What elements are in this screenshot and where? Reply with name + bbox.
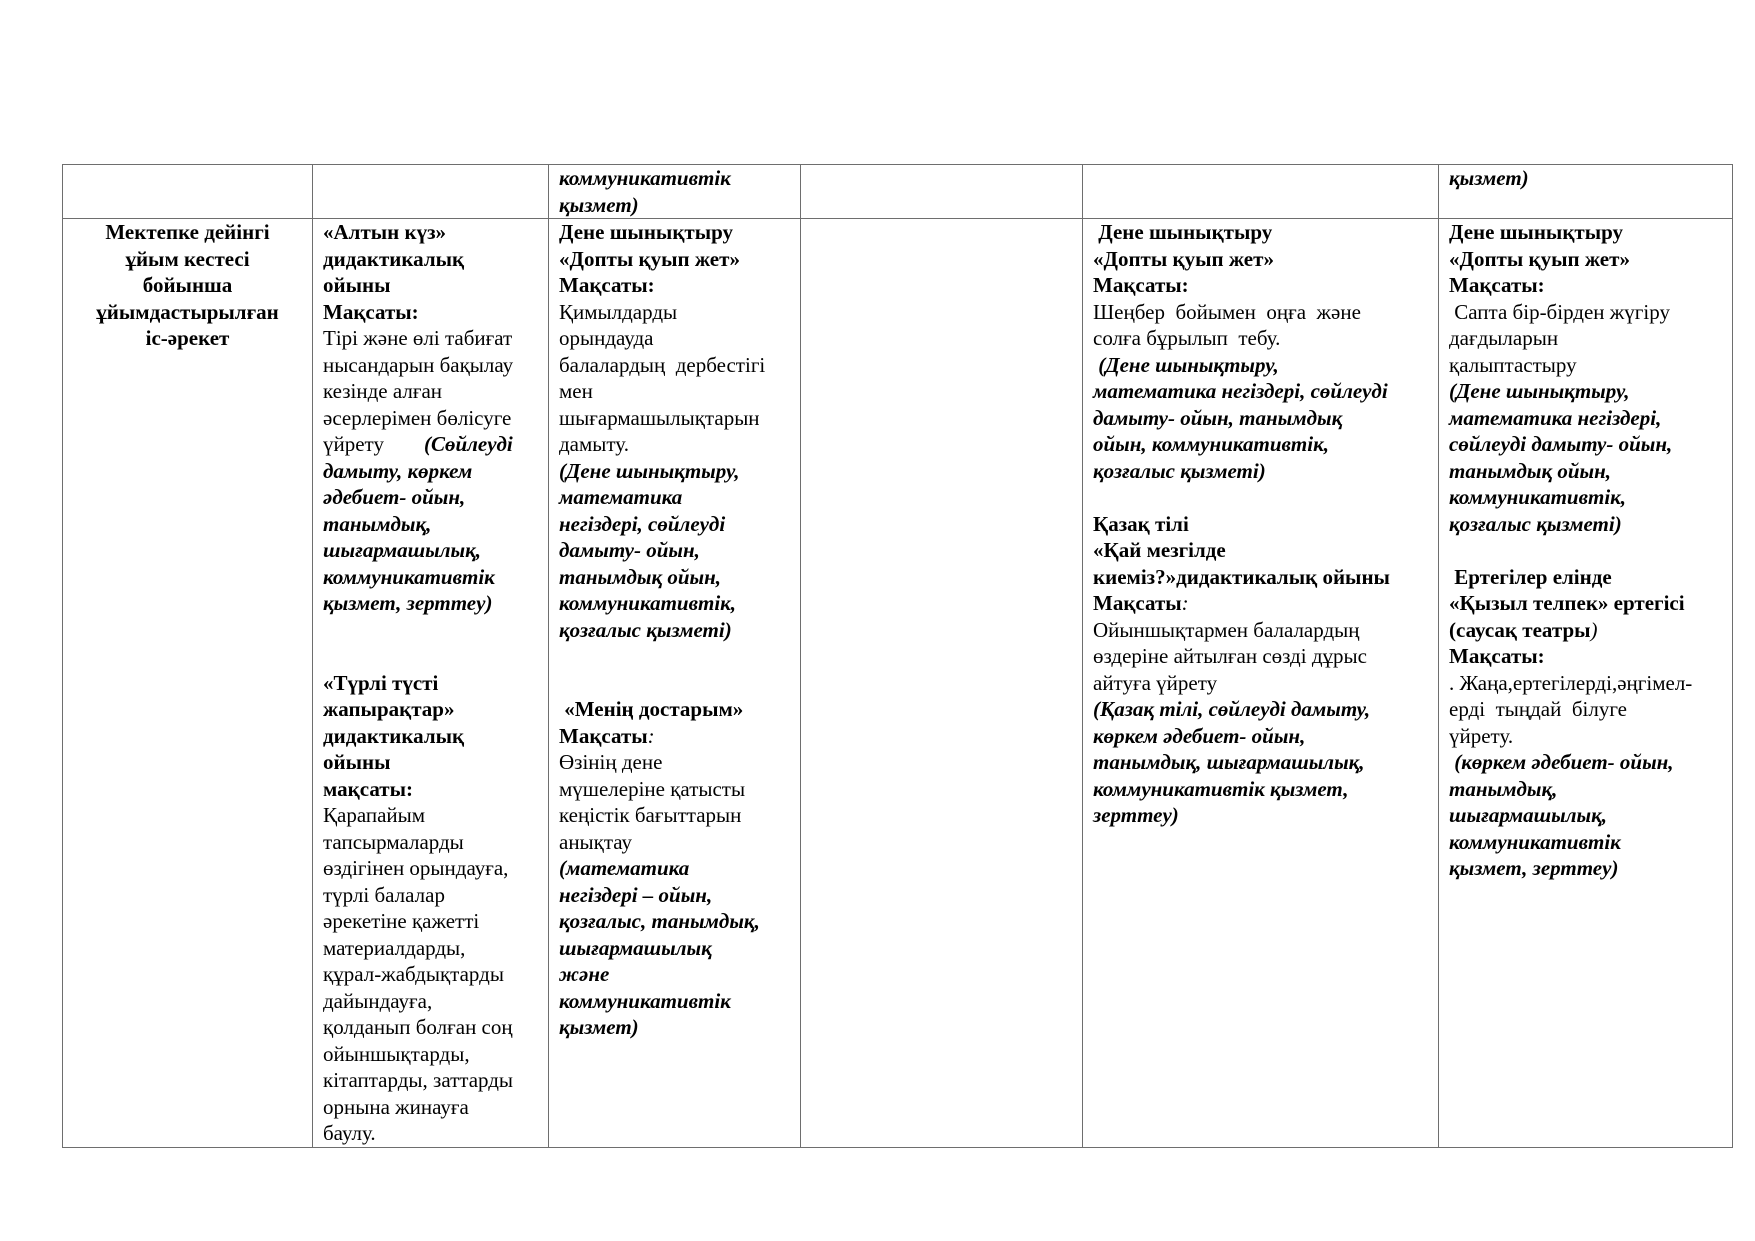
text-line [1093,431,1428,458]
text-line [323,564,538,591]
text-line [559,299,790,326]
text-line [1093,802,1428,829]
text-line [323,829,538,856]
text-line [559,192,790,219]
text-line [1093,325,1428,352]
text-line [1093,484,1428,511]
text-line [1093,378,1428,405]
text-line-content: коммуникативтік [559,166,731,190]
text-line-content: (Дене шынықтыру, [1093,352,1279,377]
text-line-content: «Қай мезгілде [1093,538,1226,562]
text-line-content: шығармашылықтарын [559,405,760,430]
text-line [323,802,538,829]
text-line [1449,431,1722,458]
text-line-content: орындауда [559,326,654,350]
cell [549,165,801,219]
text-line [323,882,538,909]
text-line-content: танымдық ойын, [1449,458,1611,483]
text-line-content: ұйым кестесі [125,246,250,271]
text-line-content: (көркем әдебиет- ойын, [1449,750,1674,774]
text-line-content: дамыту- ойын, танымдық [1093,405,1343,430]
text-line [559,855,790,882]
text-line [323,458,538,485]
text-line [323,590,538,617]
text-line [73,299,302,326]
text-line [1449,723,1722,750]
text-line-content: «Алтын күз» [323,220,447,244]
text-line [323,1120,538,1147]
cell [1083,165,1439,219]
text-line-content: ерді тыңдай білуге [1449,697,1627,721]
text-line [1449,405,1722,432]
cell [1083,219,1439,1148]
text-line-content: анықтау [559,829,633,854]
text-line-content: Мақсаты: [559,273,655,297]
text-line [559,484,790,511]
text-line-content: Өзінің дене [559,750,663,774]
text-line-content: Ойыншықтармен балалардың [1093,617,1360,642]
text-line-content: Қимылдарды [559,299,678,324]
text-line-content: математика [559,485,683,509]
text-line [323,1067,538,1094]
text-line-content: қызмет, зерттеу) [1449,856,1619,880]
text-line [1449,352,1722,379]
text-line-content: Мақсаты: [1449,273,1545,297]
text-line-content: үйрету [323,432,384,456]
text-line-content: танымдық, [323,511,432,536]
text-line [1449,776,1722,803]
text-line-content: қозғалыс, танымдық, [559,909,760,933]
text-line [559,776,790,803]
text-line [1093,405,1428,432]
text-line-content: коммуникативтік, [559,591,737,615]
text-line [559,882,790,909]
text-line-content: коммуникативтік [559,988,731,1013]
text-line-content: кітаптарды, заттарды [323,1068,514,1092]
text-line [73,272,302,299]
text-line [1093,590,1428,617]
text-line [1449,537,1722,564]
text-line [559,165,790,192]
text-line [559,829,790,856]
text-line-content: мақсаты: [323,776,413,801]
text-line [323,643,538,670]
text-line-content: «Допты қуып жет» [1093,246,1274,271]
text-line [559,802,790,829]
text-line [323,511,538,538]
text-line [559,405,790,432]
text-line-content: кеңістік бағыттарын [559,803,742,827]
text-line [1093,537,1428,564]
text-line [559,272,790,299]
text-line-content: (саусақ театры [1449,617,1591,642]
text-line-content: қызмет) [559,192,639,217]
text-line [323,749,538,776]
text-line-content: шығармашылық, [323,538,481,562]
text-line-content: негіздері – ойын, [559,882,713,907]
text-line-content: Қарапайым [323,803,426,827]
text-line-content: Дене шынықтыру [559,220,734,244]
text-line [323,405,538,432]
text-line [323,431,538,458]
text-line-content: негіздері, сөйлеуді [559,511,726,536]
text-line-content: «Допты қуып жет» [559,246,740,271]
text-line [559,537,790,564]
cell [549,219,801,1148]
text-line [1093,246,1428,273]
text-line-content: сөйлеуді дамыту- ойын, [1449,432,1673,456]
text-line-content: коммуникативтік қызмет, [1093,776,1349,801]
text-line-content: дамыту. [559,432,629,456]
text-line [73,246,302,273]
text-line-content: Сапта бір-бірден жүгіру [1449,299,1670,324]
text-line-content: жапырақтар» [323,697,455,721]
text-line [1449,590,1722,617]
text-line-content: (математика [559,856,690,880]
text-line-content: математика негіздері, [1449,405,1662,430]
text-line [323,378,538,405]
text-line-content: ойыншықтарды, [323,1041,470,1066]
text-line-content: балалардың дербестігі [559,352,766,377]
text-line [1093,776,1428,803]
cell [63,165,313,219]
text-line [323,935,538,962]
text-line-content: Мақсаты: [1449,644,1545,668]
text-line-content: Тірі және өлі табиғат [323,326,513,350]
text-line [323,776,538,803]
text-line [559,696,790,723]
text-line-content: материалдарды, [323,935,466,960]
text-line [559,643,790,670]
text-line [323,484,538,511]
text-line [1449,670,1722,697]
text-line-content: ойын, коммуникативтік, [1093,432,1329,456]
text-line-content: «Менің достарым» [559,697,744,721]
text-line [1449,643,1722,670]
text-line [1449,617,1722,644]
text-line-content: Мақсаты [559,723,648,748]
text-line [323,617,538,644]
text-line [1093,219,1428,246]
text-line-content: коммуникативтік [1449,829,1621,854]
text-line-content: әдебиет- ойын, [323,485,466,509]
cell [801,165,1083,219]
text-line [559,246,790,273]
text-line-content: өздеріне айтылған сөзді дұрыс [1093,644,1367,668]
text-line-content: (Дене шынықтыру, [1449,379,1630,403]
text-line [1449,246,1722,273]
text-line-content: математика негіздері, сөйлеуді [1093,379,1388,403]
cell [801,219,1083,1148]
text-line [1449,802,1722,829]
text-line-content: Ертегілер елінде [1449,564,1612,589]
text-line-content: қолданып болған соң [323,1015,513,1039]
text-line-content: мен [559,379,593,403]
text-line [323,1094,538,1121]
text-line [323,723,538,750]
text-line-content: киеміз?»дидактикалық ойыны [1093,564,1390,589]
cell [313,219,549,1148]
text-line [1449,299,1722,326]
text-line [559,908,790,935]
text-line-content: дидактикалық [323,246,465,271]
text-line-tail: : [647,723,655,748]
cell [1439,219,1733,1148]
text-line-tail: : [1181,591,1189,615]
text-line-content: Мақсаты [1093,591,1182,615]
text-line-content: дамыту- ойын, [559,538,700,562]
cell [313,165,549,219]
text-line [1093,670,1428,697]
text-line [323,219,538,246]
text-line [1093,643,1428,670]
text-line [1093,458,1428,485]
cell [1439,165,1733,219]
text-line [1449,829,1722,856]
table-row-continued [63,165,1733,219]
text-line-content: коммуникативтік, [1449,485,1627,509]
text-line-content: Мақсаты: [1093,273,1189,297]
text-line [323,537,538,564]
text-line [1449,378,1722,405]
text-line [559,378,790,405]
text-line-content: танымдық, шығармашылық, [1093,750,1365,774]
text-line-content: мүшелеріне қатысты [559,776,746,801]
text-line-tail: (Сөйлеуді [423,432,513,456]
text-line [559,458,790,485]
text-line-content: дамыту, көркем [323,458,473,483]
text-line-content: Қазақ тілі [1093,511,1189,536]
text-line-content: «Түрлі түсті [323,670,439,695]
text-line-content: (Қазақ тілі, сөйлеуді дамыту, [1093,697,1371,721]
text-line [559,617,790,644]
text-line-content: қызмет, зерттеу) [323,591,493,615]
text-line [1093,299,1428,326]
text-line [323,246,538,273]
text-line [323,352,538,379]
text-line-content: қозғалыс қызметі) [1449,511,1622,536]
text-line-content: және [559,962,610,986]
text-line [323,988,538,1015]
text-line [323,855,538,882]
text-line-content: баулу. [323,1121,376,1145]
text-line [323,908,538,935]
text-line [1449,272,1722,299]
text-line [559,564,790,591]
text-line-content: бойынша [142,273,233,297]
text-line [1449,749,1722,776]
text-line [1449,458,1722,485]
text-line-content: өздігінен орындауға, [323,856,509,880]
text-line-content: шығармашылық, [1449,803,1607,827]
text-line-content: танымдық ойын, [559,564,721,589]
text-line-content: тапсырмаларды [323,829,464,854]
text-line-tail: ) [1590,617,1598,642]
text-line-content: ұйымдастырылған [96,299,279,324]
text-line-content: ойыны [323,750,391,774]
plan-table [62,164,1733,1148]
text-line-content: дайындауға, [323,988,433,1013]
text-line [323,1041,538,1068]
text-line-content: зерттеу) [1093,803,1179,827]
text-line [1449,219,1722,246]
text-line-content: қалыптастыру [1449,352,1577,377]
text-line [559,325,790,352]
text-line-content: Дене шынықтыру [1449,220,1624,244]
text-line [1093,749,1428,776]
text-line-content: «Допты қуып жет» [1449,246,1630,271]
text-line-content: кезінде алған [323,379,443,403]
text-line-content: қозғалыс қызметі) [559,617,732,642]
text-line [559,935,790,962]
text-line [1449,325,1722,352]
text-line-content: айтуға үйрету [1093,670,1218,695]
text-line-content: дидактикалық [323,723,465,748]
text-line-content: коммуникативтік [323,564,495,589]
text-line-content: қызмет) [559,1015,639,1039]
text-line [559,590,790,617]
text-line-content: (Дене шынықтыру, [559,458,740,483]
row-header-cell [63,219,313,1148]
text-line [1093,617,1428,644]
text-line-content: қозғалыс қызметі) [1093,458,1266,483]
text-line [559,988,790,1015]
text-line [1449,564,1722,591]
text-line-content: . Жаңа,ертегілерді,әңгімел- [1449,670,1693,695]
text-line [1093,696,1428,723]
text-line [73,219,302,246]
text-line [559,511,790,538]
text-line-content: Дене шынықтыру [1093,220,1273,244]
text-line-content: Шеңбер бойымен оңға және [1093,299,1361,324]
text-line-content: түрлі балалар [323,882,445,907]
text-line [559,723,790,750]
text-line [1449,484,1722,511]
text-line [1093,272,1428,299]
text-line [323,1014,538,1041]
text-line [559,219,790,246]
text-line-content: көркем әдебиет- ойын, [1093,723,1306,748]
text-line-content: танымдық, [1449,776,1558,801]
text-line-content: құрал-жабдықтарды [323,962,504,986]
text-line-content: әсерлерімен бөлісуге [323,405,512,430]
text-line-content: әрекетіне қажетті [323,909,480,933]
text-line [73,325,302,352]
text-line-content: «Қызыл телпек» ертегісі [1449,591,1685,615]
text-line [1093,352,1428,379]
text-line [1449,855,1722,882]
text-line [1093,723,1428,750]
text-line [559,961,790,988]
text-line-content: нысандарын бақылау [323,352,514,377]
text-line-content: ойыны [323,273,391,297]
table-row-organized-activity [63,219,1733,1148]
text-line-content: Мақсаты: [323,299,419,324]
text-line-content: үйрету. [1449,723,1514,748]
text-line [559,670,790,697]
text-line-content: орнына жинауға [323,1094,469,1119]
text-line [323,299,538,326]
text-line [559,352,790,379]
text-line-content: солға бұрылып тебу. [1093,326,1281,350]
text-line [559,1014,790,1041]
text-line [1449,696,1722,723]
text-line-content: шығармашылық [559,935,712,960]
text-line [323,272,538,299]
text-line [1093,511,1428,538]
text-line [1449,511,1722,538]
text-line [1449,165,1722,192]
text-line-content: дағдыларын [1449,326,1559,350]
text-line-content: қызмет) [1449,166,1529,190]
text-line [559,749,790,776]
text-line [323,670,538,697]
text-line [1093,564,1428,591]
text-line-content: Мектепке дейінгі [105,220,270,244]
text-line-content: іс-әрекет [145,326,230,350]
text-line [323,961,538,988]
text-line [323,696,538,723]
text-line [559,431,790,458]
text-line [323,325,538,352]
